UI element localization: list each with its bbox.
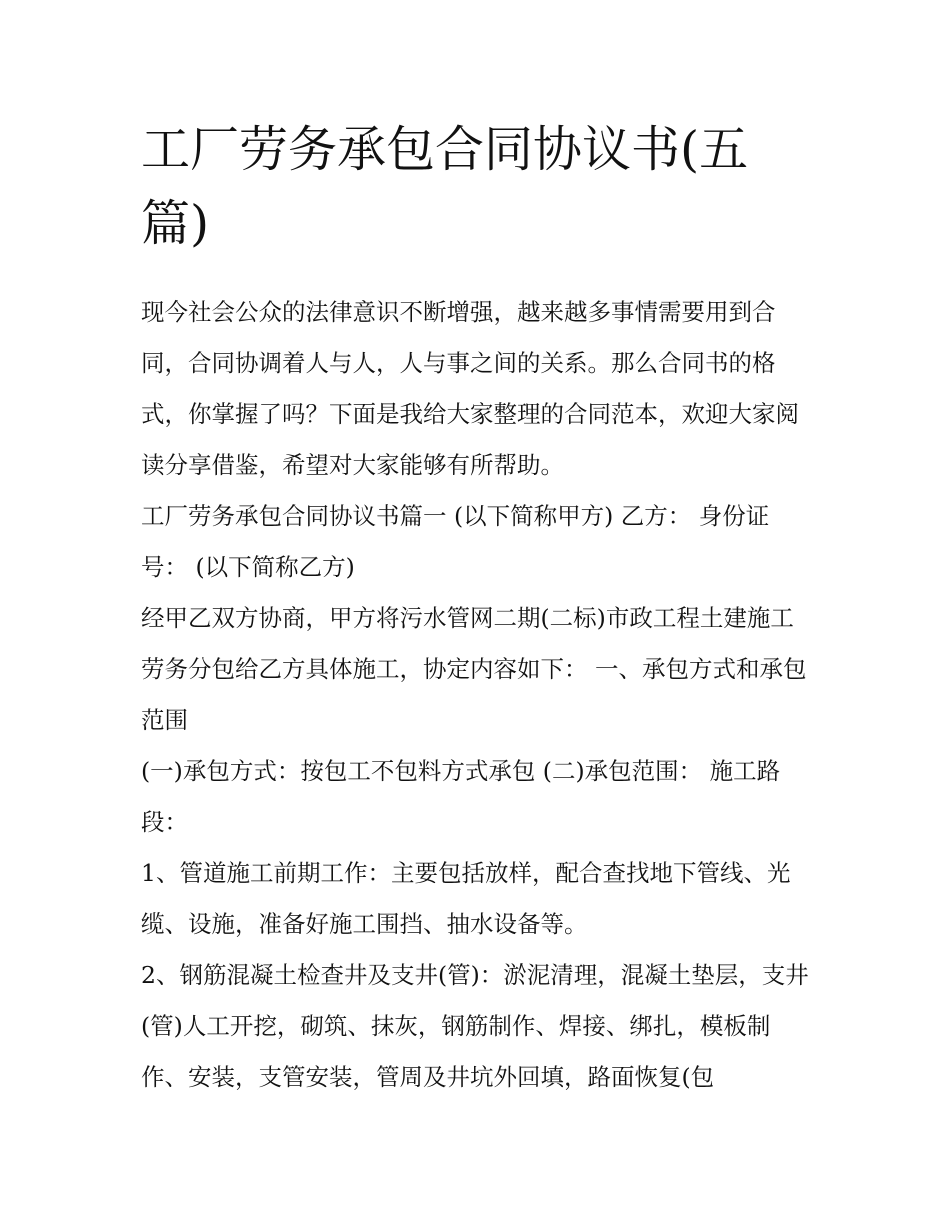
contract-method-paragraph: (一)承包方式：按包工不包料方式承包 (二)承包范围： 施工路段： [141,757,781,836]
clause-2-paragraph: 2、钢筋混凝土检查井及支井(管)：淤泥清理，混凝土垫层，支井(管)人工开挖，砌筑、抹灰，钢筋制作、焊接、绑扎，模板制作、安装，支管安装，管周及井坑外回填，路面恢复(包 [141,961,809,1091]
clause-1-paragraph: 1、管道施工前期工作：主要包括放样，配合查找地下管线、光缆、设施，准备好施工围挡、抽水设备等。 [141,859,791,938]
document-title: 工厂劳务承包合同协议书(五篇) [141,121,749,252]
intro-paragraph: 现今社会公众的法律意识不断增强，越来越多事情需要用到合同，合同协调着人与人，人与事之间的关系。那么合同书的格式，你掌握了吗？下面是我给大家整理的合同范本，欢迎大家阅读分享借鉴，希望对大家能够有所帮助。 [141,298,799,479]
document-body [141,113,813,1103]
contract-agreement-paragraph: 经甲乙双方协商，甲方将污水管网二期(二标)市政工程土建施工劳务分包给乙方具体施工，协定内容如下： 一、承包方式和承包范围 [141,604,807,734]
contract-parties-paragraph: 工厂劳务承包合同协议书篇一 (以下简称甲方) 乙方： 身份证号： (以下简称乙方) [141,502,770,581]
